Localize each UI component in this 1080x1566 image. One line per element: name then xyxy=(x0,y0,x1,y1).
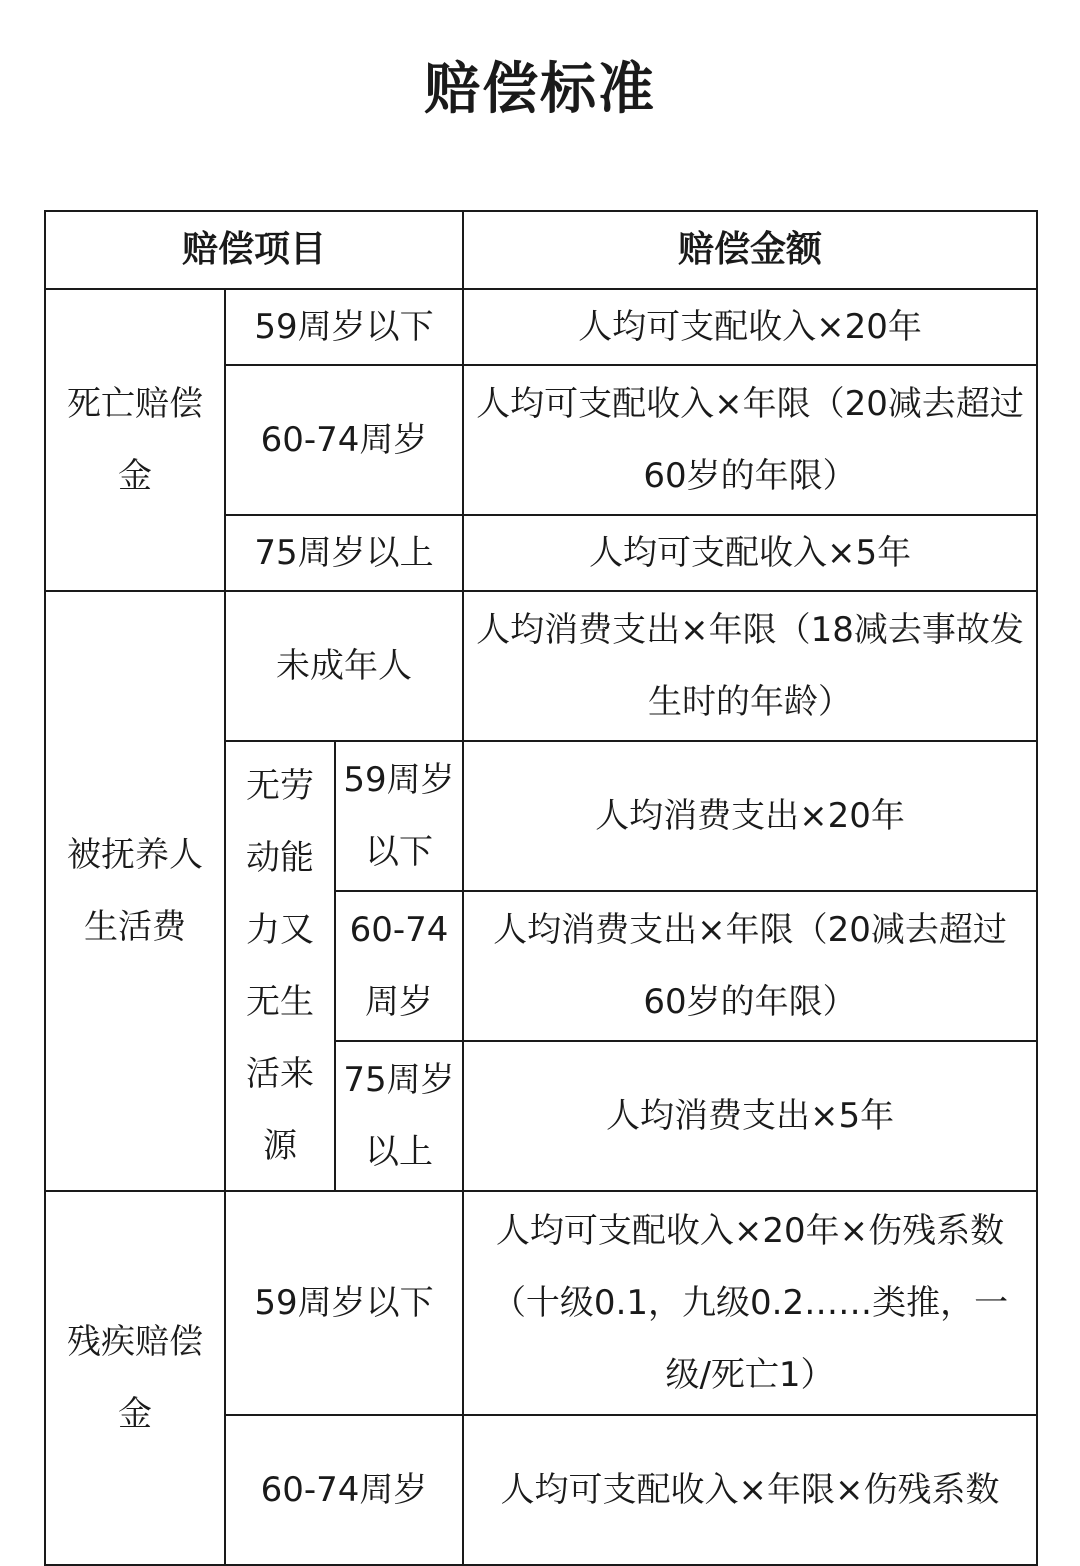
amount-cell: 人均消费支出×年限（20减去超过60岁的年限） xyxy=(463,891,1037,1041)
table-row xyxy=(45,289,1037,365)
table-header-row xyxy=(45,211,1037,289)
header-amount: 赔偿金额 xyxy=(463,211,1037,289)
dependent-label: 被抚养人生活费 xyxy=(45,591,225,1191)
amount-cell: 人均可支配收入×20年×伤残系数（十级0.1，九级0.2……类推，一级/死亡1） xyxy=(463,1191,1037,1415)
amount-cell: 人均可支配收入×年限（20减去超过60岁的年限） xyxy=(463,365,1037,515)
age-cell: 59周岁以下 xyxy=(225,1191,463,1415)
age-cell: 75周岁以上 xyxy=(225,515,463,591)
amount-cell: 人均可支配收入×5年 xyxy=(463,515,1037,591)
header-item: 赔偿项目 xyxy=(45,211,463,289)
amount-cell: 人均可支配收入×年限×伤残系数 xyxy=(463,1415,1037,1565)
age-cell: 59周岁以下 xyxy=(335,741,463,891)
age-cell: 60-74周岁 xyxy=(225,365,463,515)
age-cell: 75周岁以上 xyxy=(335,1041,463,1191)
amount-cell: 人均消费支出×年限（18减去事故发生时的年龄） xyxy=(463,591,1037,741)
amount-cell: 人均消费支出×20年 xyxy=(463,741,1037,891)
table-row xyxy=(45,591,1037,741)
death-label: 死亡赔偿金 xyxy=(45,289,225,591)
page-title: 赔偿标准 xyxy=(424,57,656,122)
amount-cell: 人均可支配收入×20年 xyxy=(463,289,1037,365)
amount-cell: 人均消费支出×5年 xyxy=(463,1041,1037,1191)
minor-label: 未成年人 xyxy=(225,591,463,741)
no-labor-label: 无劳动能力又无生活来源 xyxy=(225,741,335,1191)
compensation-table xyxy=(44,210,1038,1566)
age-cell: 59周岁以下 xyxy=(225,289,463,365)
age-cell: 60-74周岁 xyxy=(335,891,463,1041)
age-cell: 60-74周岁 xyxy=(225,1415,463,1565)
table-row xyxy=(45,1191,1037,1415)
disability-label: 残疾赔偿金 xyxy=(45,1191,225,1565)
